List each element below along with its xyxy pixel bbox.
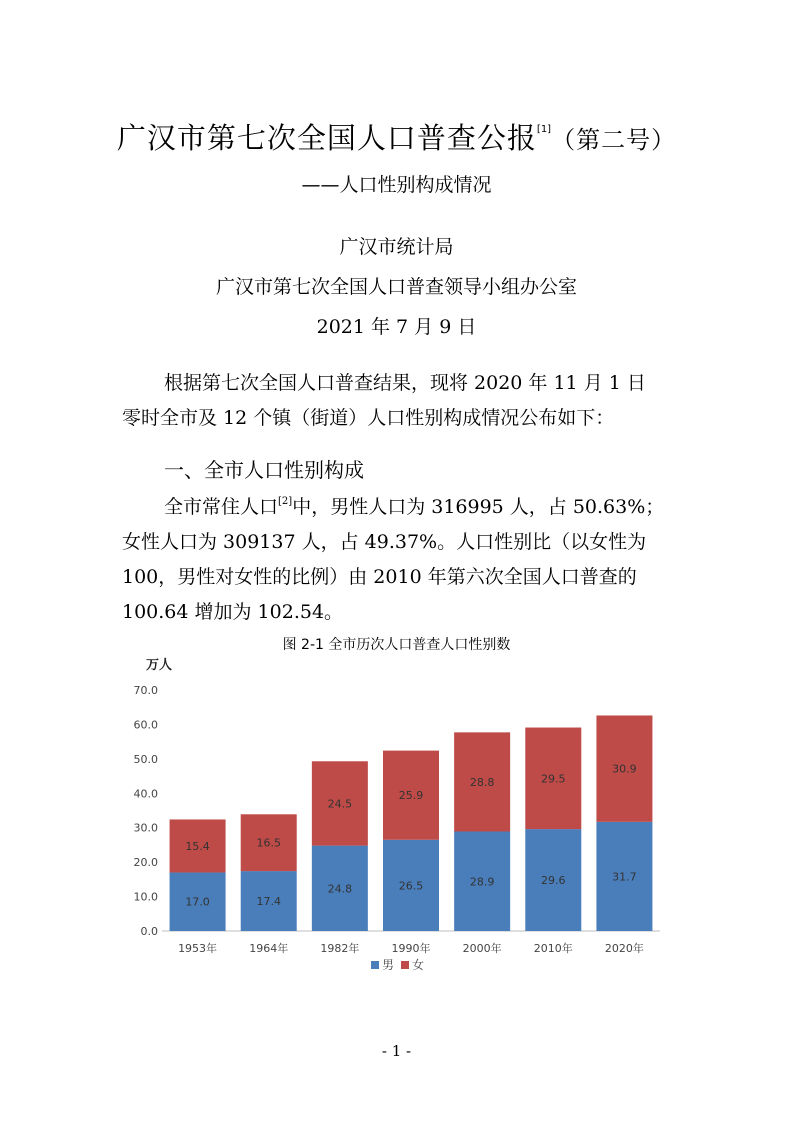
bar-data-label: 24.5 xyxy=(327,797,353,811)
bar-data-label: 28.8 xyxy=(469,775,495,789)
y-tick-label: 30.0 xyxy=(133,821,158,835)
bar-data-label: 16.5 xyxy=(256,836,281,850)
bar-data-label: 24.8 xyxy=(327,882,353,896)
document-subtitle: ——人口性别构成情况 xyxy=(301,174,492,196)
title-footnote-marker: [1] xyxy=(536,124,552,135)
p1-line-2: 女性人口为 309137 人，占 49.37%。人口性别比（以女性为 xyxy=(122,531,647,553)
x-tick-label: 2010年 xyxy=(533,942,573,955)
bar-data-label: 28.9 xyxy=(469,875,495,889)
p1-line-4: 100.64 增加为 102.54。 xyxy=(122,601,344,623)
legend-label-male: 男 xyxy=(382,958,395,972)
bar-data-label: 17.4 xyxy=(256,895,281,909)
population-sex-chart xyxy=(0,650,793,990)
bar-data-label: 30.9 xyxy=(612,762,637,776)
bar-data-label: 31.7 xyxy=(612,870,637,884)
p1-text-a: 全市常住人口 xyxy=(164,496,279,518)
legend-label-female: 女 xyxy=(412,958,425,972)
issuer-office: 广汉市第七次全国人口普查领导小组办公室 xyxy=(215,276,577,298)
intro-line-1: 根据第七次全国人口普查结果，现将 2020 年 11 月 1 日 xyxy=(164,372,646,394)
issuer-bureau: 广汉市统计局 xyxy=(339,236,454,258)
y-tick-label: 60.0 xyxy=(133,718,158,732)
y-tick-label: 40.0 xyxy=(133,787,158,801)
x-tick-label: 1982年 xyxy=(320,942,360,955)
legend-swatch-male xyxy=(371,961,379,969)
page-number: - 1 - xyxy=(381,1042,412,1060)
y-tick-label: 70.0 xyxy=(133,684,158,697)
p1-line-3: 100，男性对女性的比例）由 2010 年第六次全国人口普查的 xyxy=(122,566,637,588)
issue-date: 2021 年 7 月 9 日 xyxy=(316,316,477,338)
section1-paragraph xyxy=(122,484,682,630)
x-tick-label: 2000年 xyxy=(462,942,502,955)
chart-unit-label: 万人 xyxy=(146,658,173,673)
x-tick-label: 2020年 xyxy=(604,942,644,955)
section-heading: 一、全市人口性别构成 xyxy=(164,458,364,482)
p1-text-b: 中，男性人口为 316995 人，占 50.63%； xyxy=(292,496,665,518)
title-issue-number: （第二号） xyxy=(551,126,677,154)
bar-data-label: 29.5 xyxy=(541,772,566,786)
p1-line-1 xyxy=(122,484,682,525)
x-tick-label: 1964年 xyxy=(249,942,289,955)
p1-footnote-marker: [2] xyxy=(278,496,293,507)
figure-title: 图 2-1 全市历次人口普查人口性别数 xyxy=(282,637,511,653)
y-tick-label: 10.0 xyxy=(133,890,158,904)
y-tick-label: 50.0 xyxy=(133,752,158,766)
intro-line-2: 零时全市及 12 个镇（街道）人口性别构成情况公布如下： xyxy=(122,407,615,429)
x-tick-label: 1953年 xyxy=(178,942,218,955)
legend-swatch-female xyxy=(401,961,409,969)
y-tick-label: 0.0 xyxy=(140,925,158,938)
document-title xyxy=(0,116,793,157)
intro-paragraph xyxy=(122,366,682,436)
bar-data-label: 17.0 xyxy=(185,895,210,909)
title-text: 广汉市第七次全国人口普查公报 xyxy=(116,121,537,155)
bar-data-label: 25.9 xyxy=(398,789,424,803)
y-tick-label: 20.0 xyxy=(133,856,158,870)
x-tick-label: 1990年 xyxy=(391,942,431,955)
bar-data-label: 29.6 xyxy=(541,874,566,888)
bar-data-label: 15.4 xyxy=(185,839,210,853)
bar-data-label: 26.5 xyxy=(398,879,424,893)
